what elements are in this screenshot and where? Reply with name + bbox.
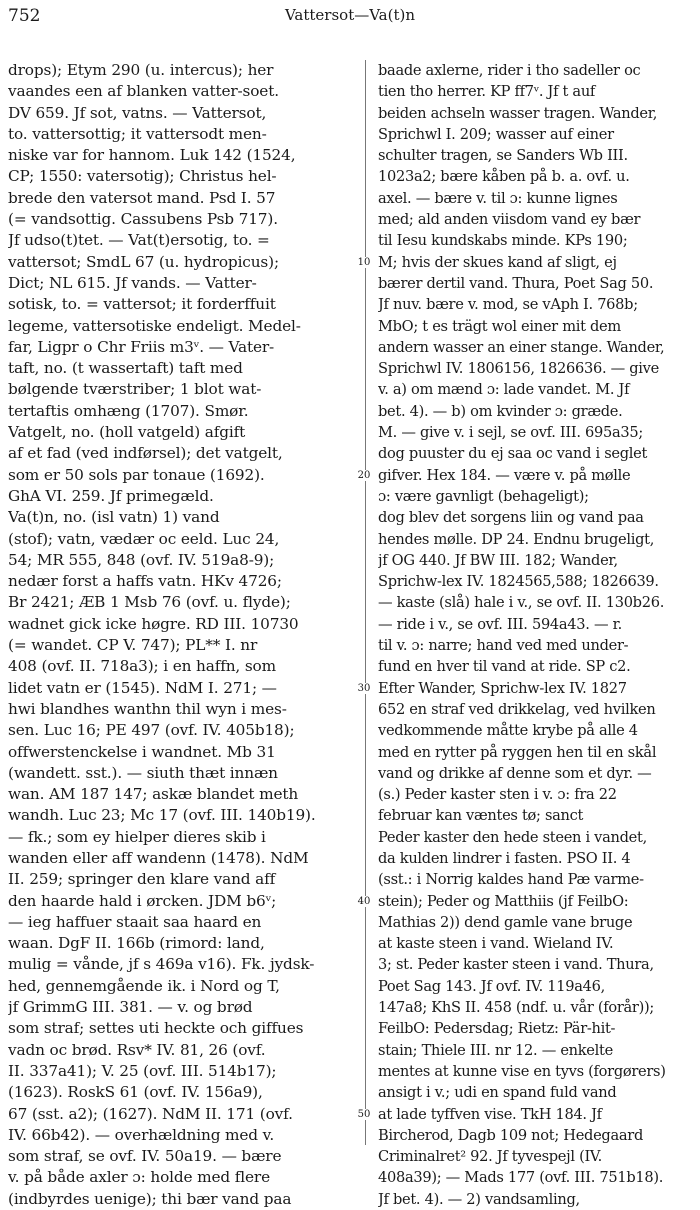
text-line: som er 50 sols par tonaue (1692). <box>8 465 265 484</box>
page-header <box>0 6 700 28</box>
text-line: Br 2421; ÆB 1 Msb 76 (ovf. u. flyde); <box>8 593 291 612</box>
margin-line-number: 10 <box>351 257 377 268</box>
text-line: sotisk, to. = vattersot; it forderffuit <box>8 295 276 314</box>
text-line: vedkommende måtte krybe på alle 4 <box>378 722 638 740</box>
text-line: wan. AM 187 147; askæ blandet meth <box>8 785 299 804</box>
text-line: brede den vatersot mand. Psd I. 57 <box>8 188 276 207</box>
text-line: vaandes een af blanken vatter-soet. <box>8 82 279 101</box>
text-line: (indbyrdes uenige); thi bær vand paa <box>8 1189 292 1208</box>
text-line: baade axlerne, rider i tho sadeller oc <box>378 62 641 79</box>
text-line: wandh. Luc 23; Mc 17 (ovf. III. 140b19). <box>8 806 316 825</box>
text-line: v. på både axler ɔ: holde med flere <box>8 1168 270 1187</box>
text-line: gifver. Hex 184. — være v. på mølle <box>378 466 631 484</box>
text-line: 408 (ovf. II. 718a3); i en haffn, som <box>8 657 276 676</box>
text-line: af et fad (ved indførsel); det vatgelt, <box>8 444 283 463</box>
text-line: nedær forst a haffs vatn. HKv 4726; <box>8 572 282 591</box>
text-line: andern wasser an einer stange. Wander, <box>378 338 665 356</box>
text-line: Efter Wander, Sprichw-lex IV. 1827 <box>378 679 627 697</box>
text-line: lidet vatn er (1545). NdM I. 271; — <box>8 678 277 697</box>
text-line: Poet Sag 143. Jf ovf. IV. 119a46, <box>378 977 605 995</box>
text-line: vand og drikke af denne som et dyr. — <box>378 764 652 782</box>
text-line: 67 (sst. a2); (1627). NdM II. 171 (ovf. <box>8 1104 293 1123</box>
text-line: 652 en straf ved drikkelag, ved hvilken <box>378 700 656 718</box>
text-line: axel. — bære v. til ɔ: kunne lignes <box>378 189 618 207</box>
text-line: niske var for hannom. Luk 142 (1524, <box>8 146 296 165</box>
text-line: waan. DgF II. 166b (rimord: land, <box>8 934 265 953</box>
text-line: taft, no. (t wassertaft) taft med <box>8 359 243 378</box>
text-line: II. 259; springer den klare vand aff <box>8 870 276 889</box>
text-line: hwi blandhes wanthn thil wyn i mes- <box>8 699 287 718</box>
text-line: med; ald anden viisdom vand ey bær <box>378 211 641 229</box>
text-line: Jf nuv. bære v. mod, se vAph I. 768b; <box>378 296 638 314</box>
text-line: DV 659. Jf sot, vatns. — Vattersot, <box>8 103 267 122</box>
text-line: IV. 66b42). — overhældning med v. <box>8 1125 275 1144</box>
text-line: far, Ligpr o Chr Friis m3ᵛ. — Vater- <box>8 337 275 356</box>
text-line: at kaste steen i vand. Wieland IV. <box>378 935 614 953</box>
text-line: som straf; settes uti heckte och giffues <box>8 1019 304 1038</box>
right-column <box>378 60 693 1210</box>
text-line: FeilbO: Pedersdag; Rietz: Pär-hit- <box>378 1020 616 1038</box>
text-line: dog puuster du ej saa oc vand i seglet <box>378 445 648 463</box>
text-line: — fk.; som ey hielper dieres skib i <box>8 827 266 846</box>
text-line: stain; Thiele III. nr 12. — enkelte <box>378 1041 613 1059</box>
text-line: jf OG 440. Jf BW III. 182; Wander, <box>378 551 618 569</box>
text-line: Va(t)n, no. (isl vatn) 1) vand <box>8 508 220 527</box>
margin-line-number: 30 <box>351 683 377 694</box>
text-line: (= wandet. CP V. 747); PL** I. nr <box>8 636 258 655</box>
text-line: Criminalret² 92. Jf tyvespejl (IV. <box>378 1148 602 1166</box>
column-divider <box>365 60 366 1145</box>
text-line: dog blev det sorgens liin og vand paa <box>378 509 644 527</box>
text-line: legeme, vattersotiske endeligt. Medel- <box>8 316 301 335</box>
text-line: hendes mølle. DP 24. Endnu brugeligt, <box>378 530 655 548</box>
text-line: (stof); vatn, vædær oc eeld. Luc 24, <box>8 529 280 548</box>
text-line: CP; 1550: vatersotig); Christus hel- <box>8 167 277 186</box>
text-line: til v. ɔ: narre; hand ved med under- <box>378 637 629 655</box>
running-head: Vattersot—Va(t)n <box>284 6 416 24</box>
text-line: vattersot; SmdL 67 (u. hydropicus); <box>8 252 279 271</box>
text-line: offwerstenckelse i wandnet. Mb 31 <box>8 742 276 761</box>
text-line: Bircherod, Dagb 109 not; Hedegaard <box>378 1126 643 1144</box>
text-line: 408a39); — Mads 177 (ovf. III. 751b18). <box>378 1169 664 1187</box>
text-line: 1023a2; bære kåben på b. a. ovf. u. <box>378 168 630 186</box>
text-line: 3; st. Peder kaster steen i vand. Thura, <box>378 956 654 974</box>
text-line: II. 337a41); V. 25 (ovf. III. 514b17); <box>8 1061 277 1080</box>
text-line: (s.) Peder kaster sten i v. ɔ: fra 22 <box>378 786 617 804</box>
text-line: (= vandsottig. Cassubens Psb 717). <box>8 210 278 229</box>
text-line: to. vattersottig; it vattersodt men- <box>8 124 267 143</box>
page-number: 752 <box>8 6 41 26</box>
text-line: GhA VI. 259. Jf primegæld. <box>8 486 214 505</box>
text-line: februar kan væntes tø; sanct <box>378 807 584 825</box>
text-line: vadn oc brød. Rsv* IV. 81, 26 (ovf. <box>8 1040 266 1059</box>
text-line: — kaste (slå) hale i v., se ovf. II. 130b26. <box>378 594 665 612</box>
text-line: sen. Luc 16; PE 497 (ovf. IV. 405b18); <box>8 721 295 740</box>
text-line: schulter tragen, se Sanders Wb III. <box>378 147 628 165</box>
text-line: 147a8; KhS II. 458 (ndf. u. vår (forår)); <box>378 999 655 1017</box>
margin-line-number: 40 <box>351 896 377 907</box>
text-line: (wandett. sst.). — siuth thæt innæn <box>8 763 278 782</box>
text-line: mentes at kunne vise en tyvs (forgørers) <box>378 1062 666 1080</box>
text-line: Vatgelt, no. (holl vatgeld) afgift <box>8 423 246 442</box>
text-line: (sst.: i Norrig kaldes hand Pæ varme- <box>378 871 644 889</box>
text-line: ansigt i v.; udi en spand fuld vand <box>378 1084 617 1102</box>
text-line: fund en hver til vand at ride. SP c2. <box>378 658 631 676</box>
text-line: drops); Etym 290 (u. intercus); her <box>8 61 274 79</box>
text-line: Jf bet. 4). — 2) vandsamling, <box>378 1190 580 1208</box>
text-line: med en rytter på ryggen hen til en skål <box>378 743 657 761</box>
text-line: ɔ: være gavnligt (behageligt); <box>378 487 589 505</box>
text-line: beiden achseln wasser tragen. Wander, <box>378 104 658 122</box>
text-line: MbO; t es trägt wol einer mit dem <box>378 317 621 335</box>
margin-line-number: 50 <box>351 1109 377 1120</box>
text-line: som straf, se ovf. IV. 50a19. — bære <box>8 1147 282 1166</box>
text-line: den haarde hald i ørcken. JDM b6ᵛ; <box>8 891 277 910</box>
text-line: bølgende tværstriber; 1 blot wat- <box>8 380 262 399</box>
text-line: Sprichwl I. 209; wasser auf einer <box>378 125 614 143</box>
text-line: — ieg haffuer staait saa haard en <box>8 912 262 931</box>
text-line: Sprichw-lex IV. 1824565,588; 1826639. <box>378 573 659 591</box>
left-column <box>8 60 348 1210</box>
text-line: M; hvis der skues kand af sligt, ej <box>378 253 617 271</box>
text-line: hed, gennemgående ik. i Nord og T, <box>8 976 280 995</box>
text-line: tertaftis omhæng (1707). Smør. <box>8 401 249 420</box>
text-line: wanden eller aff wandenn (1478). NdM <box>8 848 309 867</box>
text-line: at lade tyffven vise. TkH 184. Jf <box>378 1105 602 1123</box>
text-line: Peder kaster den hede steen i vandet, <box>378 828 647 846</box>
text-line: da kulden lindrer i fasten. PSO II. 4 <box>378 849 631 867</box>
text-line: — ride i v., se ovf. III. 594a43. — r. <box>378 615 623 633</box>
margin-line-number: 20 <box>351 470 377 481</box>
text-line: mulig = vånde, jf s 469a v16). Fk. jydsk- <box>8 955 315 974</box>
text-line: tien tho herrer. KP ff7ᵛ. Jf t auf <box>378 83 596 101</box>
text-line: bærer dertil vand. Thura, Poet Sag 50. <box>378 274 654 292</box>
text-line: til Iesu kundskabs minde. KPs 190; <box>378 232 628 250</box>
text-line: Sprichwl IV. 1806156, 1826636. — give <box>378 360 659 378</box>
text-line: Mathias 2)) dend gamle vane bruge <box>378 913 633 931</box>
text-line: M. — give v. i sejl, se ovf. III. 695a35; <box>378 424 643 442</box>
text-line: stein); Peder og Matthiis (jf FeilbO: <box>378 892 629 910</box>
text-line: Jf udso(t)tet. — Vat(t)ersotig, to. = <box>8 231 270 250</box>
text-line: bet. 4). — b) om kvinder ɔ: græde. <box>378 402 623 420</box>
text-line: wadnet gick icke høgre. RD III. 10730 <box>8 614 299 633</box>
text-line: 54; MR 555, 848 (ovf. IV. 519a8-9); <box>8 550 275 569</box>
text-line: (1623). RoskS 61 (ovf. IV. 156a9), <box>8 1083 263 1102</box>
text-line: jf GrimmG III. 381. — v. og brød <box>8 998 253 1017</box>
text-line: v. a) om mænd ɔ: lade vandet. M. Jf <box>378 381 630 399</box>
text-line: Dict; NL 615. Jf vands. — Vatter- <box>8 273 257 292</box>
